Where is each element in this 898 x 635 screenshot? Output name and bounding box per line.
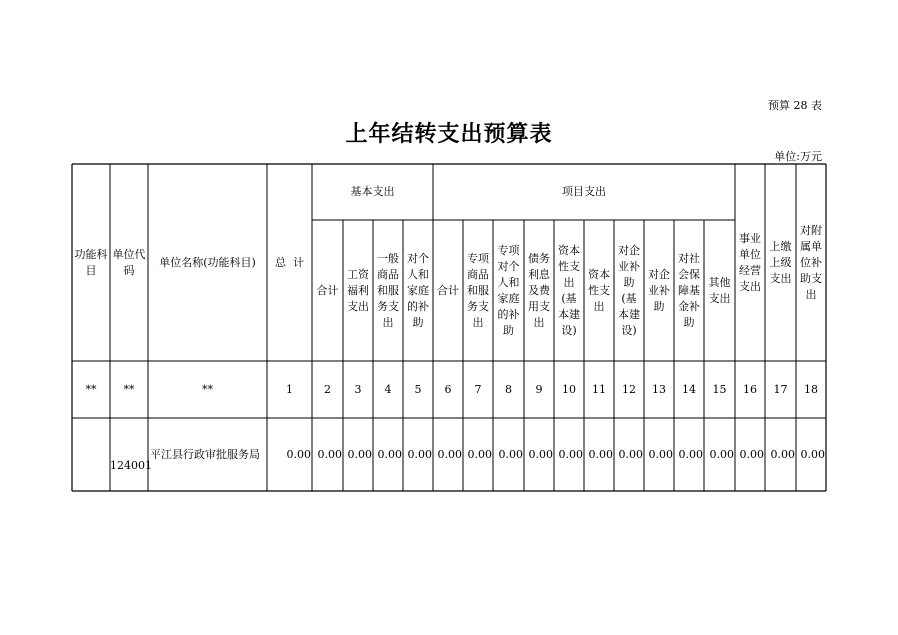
header-project-col xyxy=(493,220,524,361)
header-basic-col-text: 工资福利支出 xyxy=(347,267,369,313)
index-cell xyxy=(644,361,674,418)
header-project-col-text: 对企业补助 xyxy=(648,267,670,313)
index-cell xyxy=(493,361,524,418)
row-value xyxy=(554,418,584,491)
header-unit-name-text: 单位名称(功能科目) xyxy=(159,255,256,269)
header-tail-col-text: 事业单位经营支出 xyxy=(739,231,761,293)
index-cell xyxy=(463,361,493,418)
row-value-text: 0.00 xyxy=(618,447,643,461)
header-tail-col xyxy=(765,164,796,361)
row-value xyxy=(796,418,826,491)
header-unit-name xyxy=(148,164,267,361)
row-value-text: 0.00 xyxy=(498,447,523,461)
header-basic-col xyxy=(312,220,343,361)
index-cell-text: 3 xyxy=(354,382,362,396)
index-cell xyxy=(584,361,614,418)
header-project-col-text: 资本性支出 xyxy=(588,267,610,313)
header-basic-group xyxy=(312,164,433,220)
row-value-text: 0.00 xyxy=(770,447,795,461)
index-cell-text: 9 xyxy=(535,382,543,396)
header-func-code-text: 功能科目 xyxy=(74,247,108,277)
header-project-col-text: 专项对个人和家庭的补助 xyxy=(497,243,520,337)
row-value-text: 0.00 xyxy=(407,447,432,461)
header-basic-col-text: 一般商品和服务支出 xyxy=(377,251,399,329)
row-value xyxy=(614,418,644,491)
index-cell-text: 7 xyxy=(474,382,482,396)
row-value-text: 0.00 xyxy=(558,447,583,461)
header-project-col xyxy=(644,220,674,361)
index-cell-text: 13 xyxy=(652,382,666,396)
row-value xyxy=(493,418,524,491)
row-value xyxy=(584,418,614,491)
row-value xyxy=(735,418,765,491)
index-cell-text: 18 xyxy=(804,382,818,396)
header-project-col-text: 合计 xyxy=(437,283,459,297)
header-tail-col xyxy=(796,164,826,361)
row-value-text: 0.00 xyxy=(709,447,734,461)
page-title: 上年结转支出预算表 xyxy=(345,122,553,147)
header-project-col xyxy=(584,220,614,361)
header-project-group-text: 项目支出 xyxy=(562,185,606,198)
row-value-text: 0.00 xyxy=(377,447,402,461)
index-cell-text: 2 xyxy=(324,382,331,396)
index-cell xyxy=(614,361,644,418)
index-cell xyxy=(267,361,312,418)
row-value-text: 0.00 xyxy=(467,447,492,461)
index-cell-text: ** xyxy=(123,382,135,396)
header-project-col xyxy=(554,220,584,361)
index-cell-text: 1 xyxy=(286,382,293,396)
index-cell-text: 12 xyxy=(622,382,636,396)
row-value-text: 0.00 xyxy=(800,447,825,461)
row-value xyxy=(644,418,674,491)
row-value xyxy=(674,418,704,491)
header-project-col-text: 债务利息及费用支出 xyxy=(528,251,550,329)
row-value xyxy=(765,418,796,491)
header-total xyxy=(267,164,312,361)
index-cell xyxy=(704,361,735,418)
row-value xyxy=(267,418,312,491)
header-unit-code xyxy=(110,164,148,361)
header-basic-col xyxy=(343,220,373,361)
row-value xyxy=(373,418,403,491)
header-project-col xyxy=(614,220,644,361)
header-project-col xyxy=(704,220,735,361)
row-func-code xyxy=(72,418,110,491)
row-value-text: 0.00 xyxy=(648,447,673,461)
header-project-col-text: 资本性支出(基本建设) xyxy=(558,243,580,337)
index-cell-text: 15 xyxy=(712,382,727,396)
header-project-col xyxy=(433,220,463,361)
index-cell-text: 14 xyxy=(682,382,696,396)
row-value xyxy=(704,418,735,491)
index-cell xyxy=(433,361,463,418)
index-cell-text: 5 xyxy=(414,382,422,396)
index-cell-text: 6 xyxy=(444,382,452,396)
index-cell xyxy=(72,361,110,418)
row-value-text: 0.00 xyxy=(317,447,342,461)
index-cell xyxy=(312,361,343,418)
row-unit-code xyxy=(110,418,152,491)
row-value-text: 0.00 xyxy=(528,447,553,461)
row-value xyxy=(343,418,373,491)
index-cell-text: 4 xyxy=(384,382,392,396)
header-basic-group-text: 基本支出 xyxy=(350,185,395,198)
header-tail-col xyxy=(735,164,765,361)
unit-label: 单位:万元 xyxy=(774,150,822,163)
row-value xyxy=(463,418,493,491)
index-cell-text: 11 xyxy=(592,382,606,396)
row-unit-code-text: 124001 xyxy=(110,459,152,472)
header-project-col xyxy=(674,220,704,361)
index-cell xyxy=(343,361,373,418)
header-tail-col-text: 对附属单位补助支出 xyxy=(800,223,822,301)
header-func-code xyxy=(72,164,110,361)
index-cell xyxy=(796,361,826,418)
header-basic-col-text: 合计 xyxy=(316,283,339,297)
header-project-col-text: 其他支出 xyxy=(708,275,731,305)
index-cell xyxy=(148,361,267,418)
header-basic-col xyxy=(403,220,433,361)
row-unit-name xyxy=(148,418,267,491)
row-value-text: 0.00 xyxy=(286,447,311,461)
header-basic-col-text: 对个人和家庭的补助 xyxy=(407,251,429,329)
header-project-col-text: 专项商品和服务支出 xyxy=(467,251,489,329)
row-value xyxy=(524,418,554,491)
row-value-text: 0.00 xyxy=(739,447,764,461)
header-tail-col-text: 上缴上级支出 xyxy=(769,239,792,285)
form-number: 预算 28 表 xyxy=(768,99,822,112)
index-cell-text: 17 xyxy=(773,382,788,396)
header-basic-col xyxy=(373,220,403,361)
index-cell xyxy=(524,361,554,418)
header-project-col-text: 对企业补助(基本建设) xyxy=(618,243,640,337)
index-cell-text: 8 xyxy=(505,382,512,396)
header-project-col-text: 对社会保障基金补助 xyxy=(678,251,700,329)
index-cell xyxy=(403,361,433,418)
index-cell-text: ** xyxy=(202,382,213,396)
index-cell xyxy=(554,361,584,418)
header-project-group xyxy=(433,164,735,220)
index-cell-text: ** xyxy=(85,382,97,396)
index-cell xyxy=(110,361,148,418)
header-total-text: 总 计 xyxy=(275,255,304,269)
index-cell xyxy=(765,361,796,418)
header-project-col xyxy=(463,220,493,361)
row-value xyxy=(312,418,343,491)
row-value xyxy=(403,418,433,491)
row-value xyxy=(433,418,463,491)
row-unit-name-text: 平江县行政审批服务局 xyxy=(150,447,260,461)
index-cell xyxy=(735,361,765,418)
index-cell-text: 10 xyxy=(562,382,576,396)
index-cell-text: 16 xyxy=(743,382,757,396)
header-project-col xyxy=(524,220,554,361)
header-unit-code-text: 单位代码 xyxy=(112,247,146,277)
row-value-text: 0.00 xyxy=(588,447,613,461)
row-value-text: 0.00 xyxy=(678,447,703,461)
row-value-text: 0.00 xyxy=(347,447,372,461)
row-value-text: 0.00 xyxy=(437,447,462,461)
index-cell xyxy=(674,361,704,418)
index-cell xyxy=(373,361,403,418)
